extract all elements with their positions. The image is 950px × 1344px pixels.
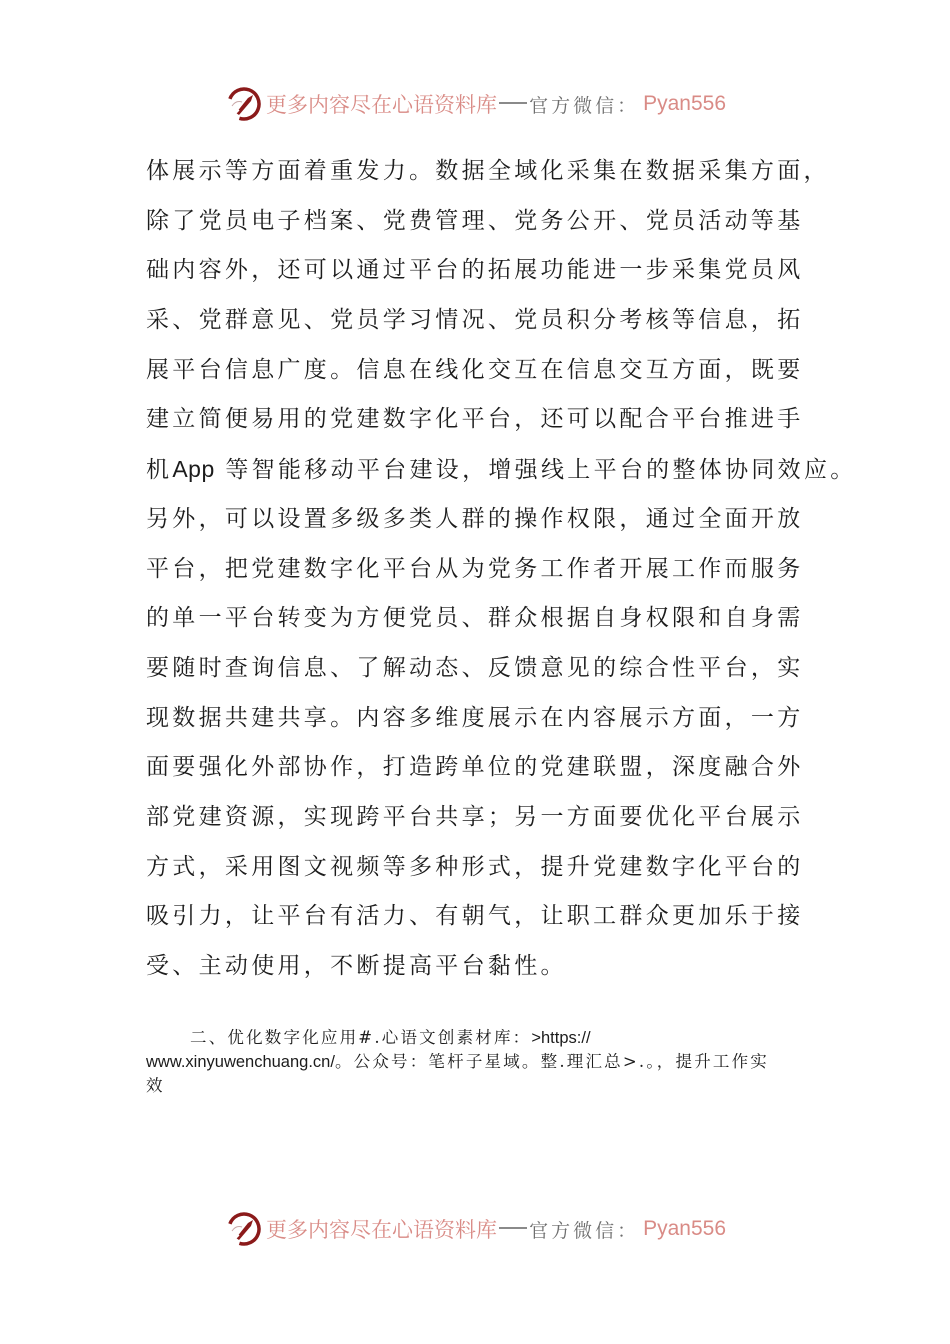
banner-dash bbox=[499, 102, 527, 104]
banner-wechat-label: 官方微信： bbox=[529, 94, 640, 117]
text-line: 础内容外，还可以通过平台的拓展功能进一步采集党员风 bbox=[146, 257, 804, 284]
text-line: 要随时查询信息、了解动态、反馈意见的综合性平台，实 bbox=[146, 654, 804, 681]
banner-dash bbox=[499, 1227, 527, 1229]
section-heading-line-2 bbox=[146, 1050, 806, 1074]
header-watermark-banner bbox=[226, 84, 726, 124]
text-line: 面要强化外部协作，打造跨单位的党建联盟，深度融合外 bbox=[146, 754, 804, 781]
text-segment-latin: App bbox=[172, 456, 215, 483]
banner-wechat-label: 官方微信： bbox=[529, 1219, 640, 1242]
text-line: 建立简便易用的党建数字化平台，还可以配合平台推进手 bbox=[146, 406, 804, 433]
text-line: 的单一平台转变为方便党员、群众根据自身权限和自身需 bbox=[146, 605, 804, 632]
text-line: 方式，采用图文视频等多种形式，提升党建数字化平台的 bbox=[146, 853, 804, 880]
text-segment: 等智能移动平台建设，增强线上平台的整体协同效应。 bbox=[225, 457, 857, 484]
banner-site-name: 更多内容尽在心语资料库 bbox=[266, 1218, 497, 1242]
section-url-domain: www.xinyuwenchuang.cn/ bbox=[146, 1053, 335, 1071]
text-line: 部党建资源，实现跨平台共享；另一方面要优化平台展示 bbox=[146, 803, 804, 830]
text-line: 现数据共建共享。内容多维度展示在内容展示方面，一方 bbox=[146, 704, 804, 731]
banner-wechat-id: Pyan556 bbox=[643, 1217, 726, 1240]
section-heading-line-3: 效 bbox=[146, 1076, 165, 1095]
section-heading-prefix: 二、优化数字化应用#.心语文创素材库： bbox=[190, 1028, 532, 1047]
text-line: 受、主动使用，不断提高平台黏性。 bbox=[146, 953, 567, 979]
text-line bbox=[146, 448, 857, 498]
section-heading-line-1 bbox=[146, 1026, 806, 1050]
banner-site-name: 更多内容尽在心语资料库 bbox=[266, 93, 497, 117]
text-line: 体展示等方面着重发力。数据全域化采集在数据采集方面， bbox=[146, 158, 830, 184]
quill-pen-logo-icon bbox=[226, 1211, 262, 1247]
banner-wechat-id: Pyan556 bbox=[643, 92, 726, 115]
text-segment: 机 bbox=[146, 457, 173, 484]
body-paragraph bbox=[146, 150, 857, 995]
text-line: 另外，可以设置多级多类人群的操作权限，通过全面开放 bbox=[146, 505, 804, 532]
text-line: 除了党员电子档案、党费管理、党务公开、党员活动等基 bbox=[146, 207, 804, 234]
section-url-start: >https:// bbox=[531, 1029, 591, 1047]
text-line: 采、党群意见、党员学习情况、党员积分考核等信息，拓 bbox=[146, 307, 804, 334]
footer-watermark-banner bbox=[226, 1209, 726, 1249]
section-heading bbox=[146, 1026, 806, 1098]
section-heading-suffix: 。公众号：笔杆子星域。整.理汇总>.。，提升工作实 bbox=[334, 1052, 770, 1071]
quill-pen-logo-icon bbox=[226, 86, 262, 122]
text-line: 吸引力，让平台有活力、有朝气，让职工群众更加乐于接 bbox=[146, 903, 804, 930]
text-line: 平台，把党建数字化平台从为党务工作者开展工作而服务 bbox=[146, 555, 804, 582]
text-line: 展平台信息广度。信息在线化交互在信息交互方面，既要 bbox=[146, 356, 804, 383]
